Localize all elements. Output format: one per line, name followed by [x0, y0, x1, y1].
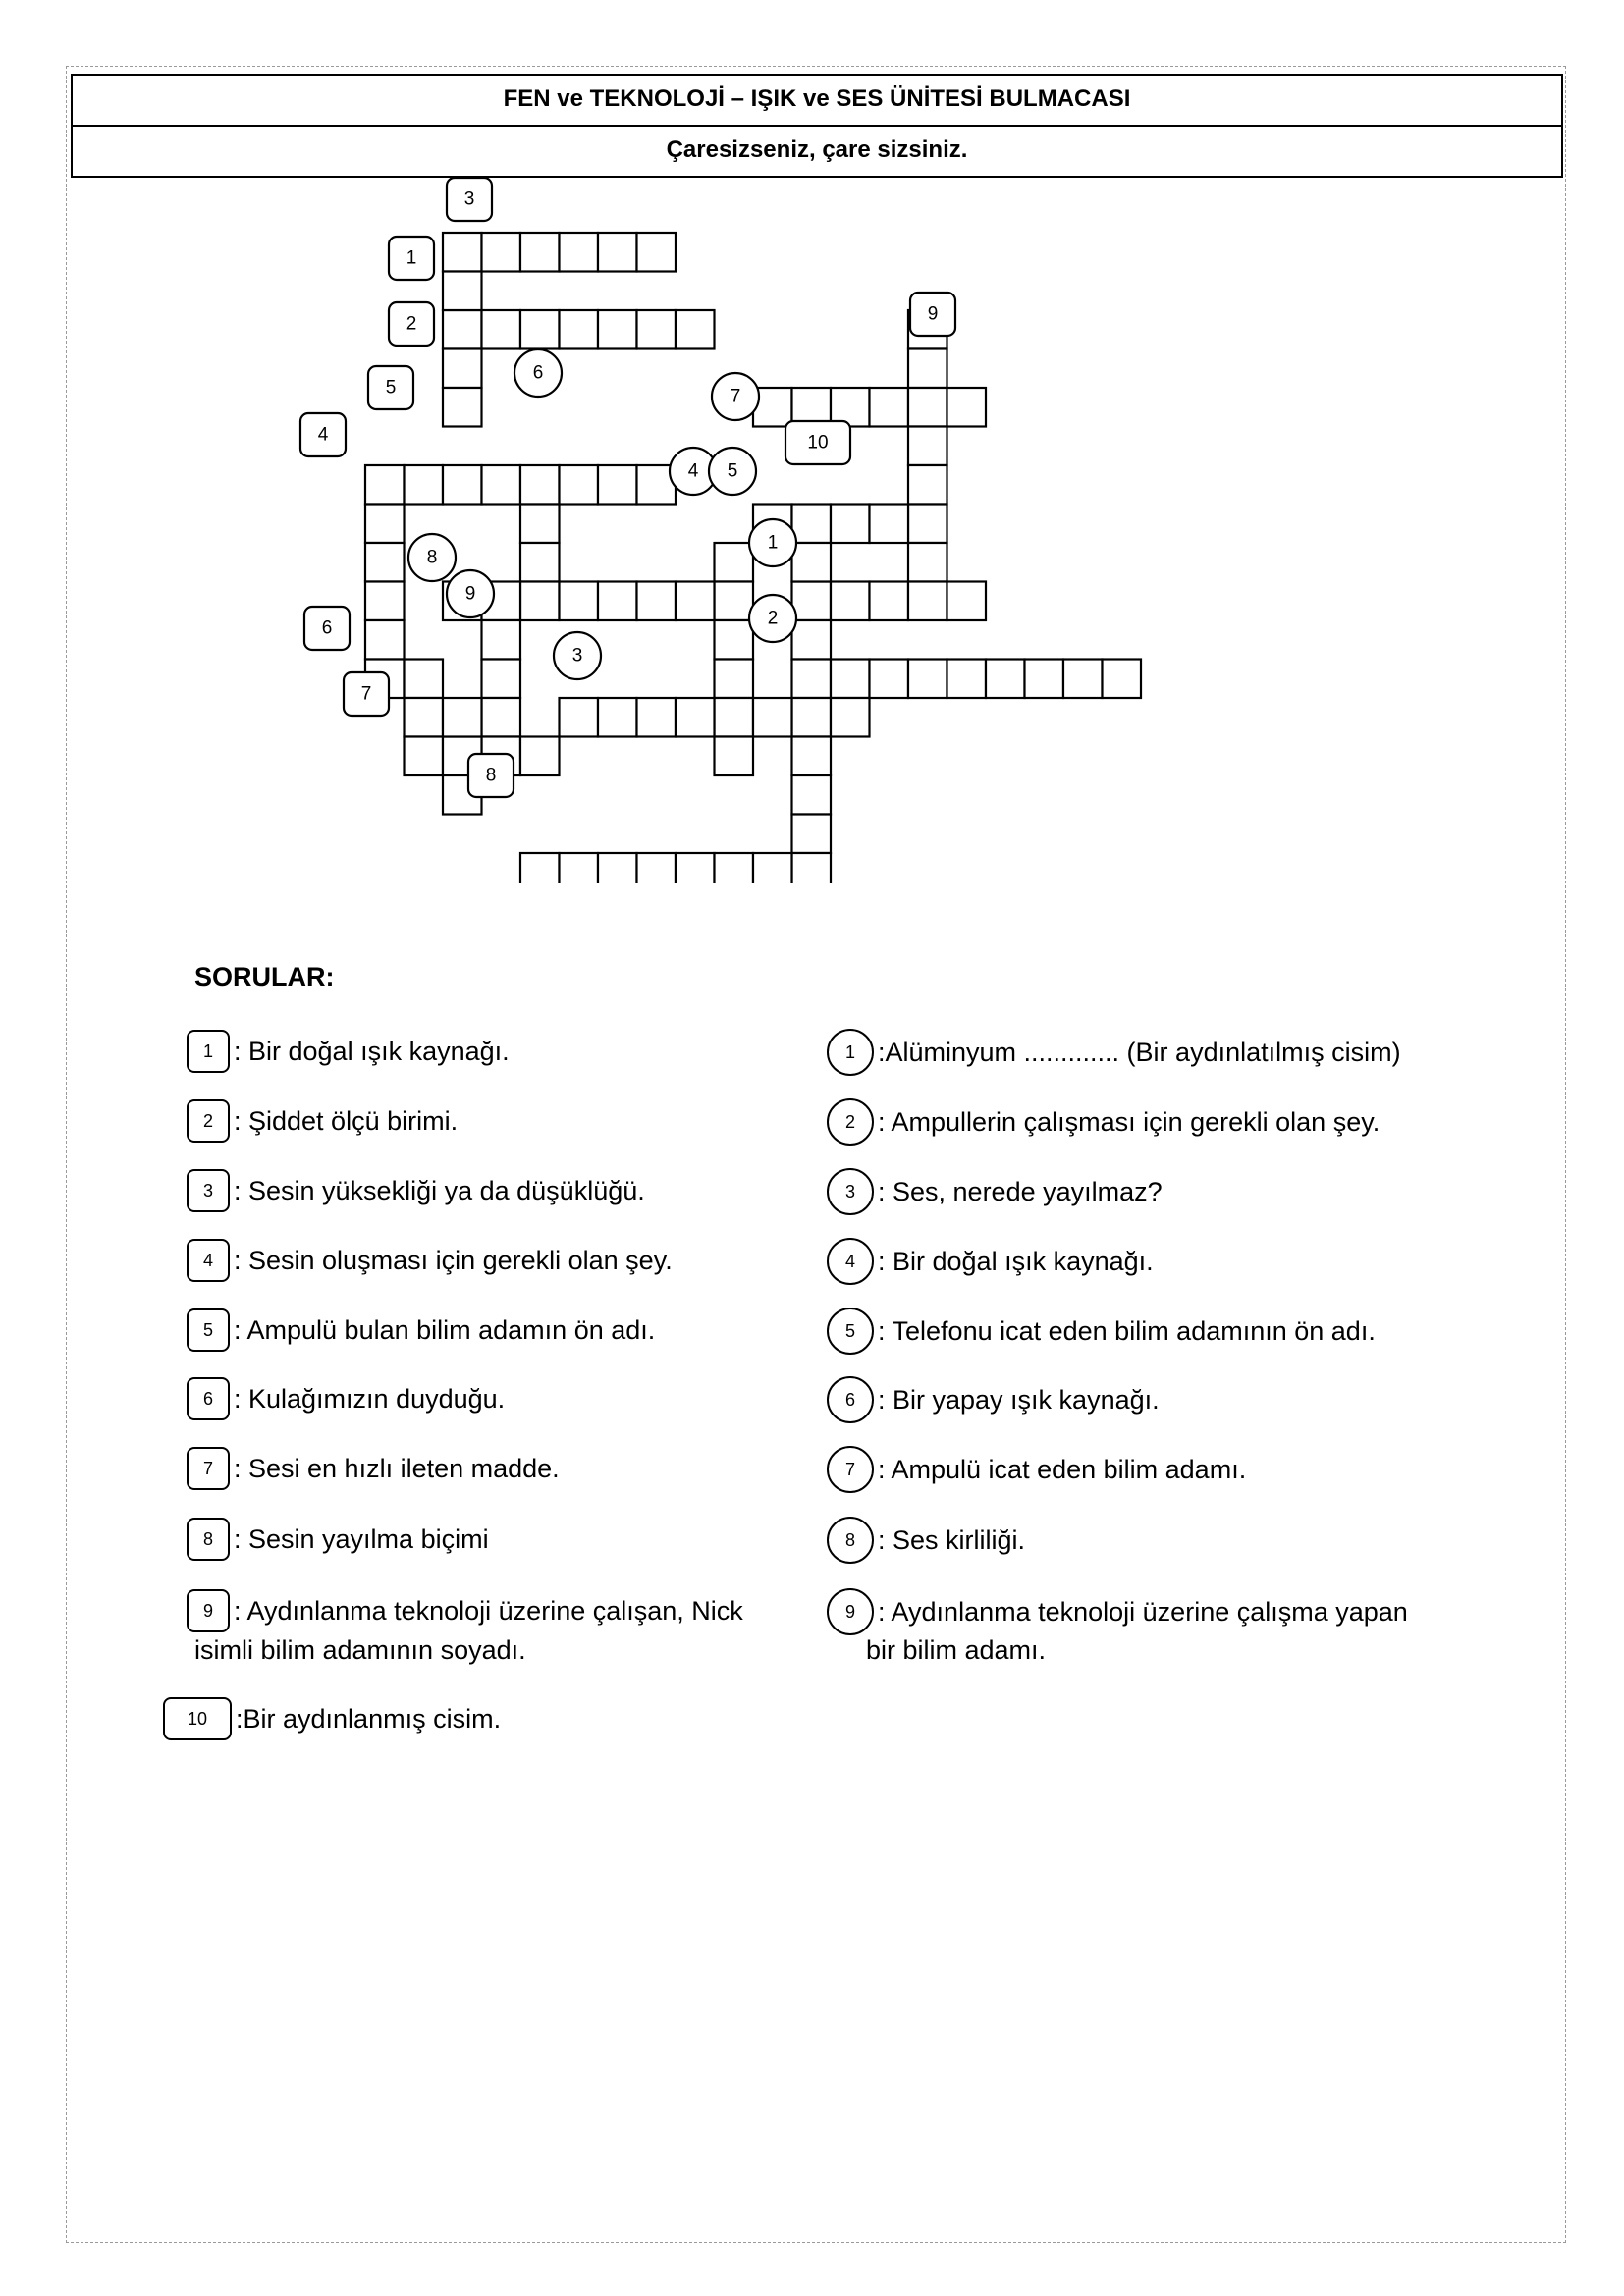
grid-cell	[637, 233, 677, 272]
grid-cell	[560, 853, 599, 883]
grid-cell	[792, 660, 832, 699]
clue-number-badge: 1	[187, 1030, 230, 1073]
clue-text: : Ampullerin çalışması için gerekli olan şey.	[878, 1107, 1380, 1137]
grid-cell	[598, 853, 637, 883]
grid-cell	[947, 388, 987, 427]
clue-number-badge: 8	[187, 1518, 230, 1561]
grid-circle-marker	[712, 373, 759, 420]
clue-number-badge: 6	[827, 1376, 874, 1423]
grid-marker-label: 1	[406, 247, 417, 269]
grid-marker-label: 8	[426, 547, 438, 568]
grid-cell	[831, 505, 870, 544]
grid-cell	[753, 853, 792, 883]
questions-heading: SORULAR:	[194, 962, 335, 991]
left-clue-10	[163, 1696, 501, 1740]
grid-cell	[637, 582, 677, 621]
grid-cell	[986, 660, 1025, 699]
grid-marker-label: 2	[767, 608, 779, 629]
grid-cell	[715, 620, 754, 660]
grid-cell	[792, 543, 832, 582]
clue-text: : Sesin oluşması için gerekli olan şey.	[234, 1245, 673, 1275]
grid-cell	[792, 582, 832, 621]
grid-cell	[676, 582, 715, 621]
grid-cell	[443, 272, 482, 311]
clue-text: : Sesin yüksekliği ya da düşüklüğü.	[234, 1175, 645, 1205]
grid-cell	[792, 815, 832, 854]
grid-cell	[598, 233, 637, 272]
grid-cell	[792, 775, 832, 815]
grid-cell	[908, 660, 947, 699]
grid-cell	[482, 233, 521, 272]
grid-square-marker	[447, 178, 492, 221]
grid-cell	[560, 698, 599, 737]
grid-circle-marker	[749, 595, 796, 642]
grid-marker-label: 7	[730, 386, 741, 407]
left-clue-7	[187, 1446, 560, 1490]
grid-cell	[792, 853, 832, 883]
right-clue-2	[827, 1098, 1380, 1146]
grid-cell	[1103, 660, 1142, 699]
grid-cell	[1025, 660, 1064, 699]
left-clue-1	[187, 1029, 510, 1073]
right-clue-1	[827, 1029, 1401, 1076]
clue-number-badge: 5	[827, 1308, 874, 1355]
grid-cell	[870, 388, 909, 427]
grid-marker-label: 3	[571, 645, 583, 667]
grid-marker-label: 3	[463, 188, 475, 210]
grid-marker-label: 10	[807, 432, 829, 454]
grid-cell	[753, 698, 792, 737]
grid-cell	[831, 660, 870, 699]
grid-cell	[598, 465, 637, 505]
clue-text: : Telefonu icat eden bilim adamının ön adı.	[878, 1316, 1376, 1346]
clue-number-badge: 3	[187, 1169, 230, 1212]
left-clue-3	[187, 1168, 645, 1212]
grid-cell	[637, 698, 677, 737]
right-clue-3	[827, 1168, 1163, 1215]
grid-marker-label: 1	[767, 532, 779, 554]
grid-square-marker	[910, 293, 955, 336]
grid-cell	[443, 388, 482, 427]
grid-square-marker	[304, 607, 350, 650]
right-clue-8	[827, 1517, 1025, 1564]
grid-square-marker	[785, 421, 850, 464]
grid-cell	[598, 582, 637, 621]
grid-cell	[676, 698, 715, 737]
clue-number-badge: 4	[827, 1238, 874, 1285]
clue-text: : Kulağımızın duyduğu.	[234, 1383, 506, 1414]
grid-circle-marker	[514, 349, 562, 397]
grid-circle-marker	[709, 448, 756, 495]
grid-cell	[908, 543, 947, 582]
right-clue-6	[827, 1376, 1160, 1423]
grid-cell	[482, 660, 521, 699]
grid-marker-label: 6	[532, 362, 544, 384]
grid-marker-label: 6	[321, 617, 333, 639]
clue-number-badge: 7	[827, 1446, 874, 1493]
grid-cell	[520, 233, 560, 272]
grid-cell	[405, 737, 444, 776]
grid-cell	[792, 505, 832, 544]
grid-cell	[520, 465, 560, 505]
clue-text: : Bir yapay ışık kaynağı.	[878, 1385, 1160, 1415]
grid-cell	[443, 233, 482, 272]
grid-cell	[482, 620, 521, 660]
clue-text: :Bir aydınlanmış cisim.	[236, 1703, 502, 1734]
grid-cell	[908, 427, 947, 466]
grid-cell	[908, 582, 947, 621]
clue-number-badge: 5	[187, 1308, 230, 1352]
grid-cell	[715, 698, 754, 737]
grid-cell	[831, 698, 870, 737]
grid-cell	[792, 620, 832, 660]
grid-marker-label: 5	[727, 460, 738, 482]
grid-circle-marker	[447, 570, 494, 617]
clue-text: : Ampulü bulan bilim adamın ön adı.	[234, 1314, 656, 1345]
clue-text: : Sesin yayılma biçimi	[234, 1523, 489, 1554]
right-clue-9-continued: bir bilim adamı.	[866, 1635, 1047, 1665]
grid-cell	[792, 737, 832, 776]
grid-marker-label: 4	[317, 424, 329, 446]
grid-cell	[637, 310, 677, 349]
grid-cell	[715, 660, 754, 699]
grid-square-marker	[389, 237, 434, 280]
grid-cell	[482, 698, 521, 737]
left-clue-5	[187, 1308, 655, 1352]
page-subtitle: Çaresizseniz, çare sizsiniz.	[71, 125, 1563, 178]
grid-cell	[792, 698, 832, 737]
grid-cell	[870, 582, 909, 621]
left-clue-9-continued: isimli bilim adamının soyadı.	[194, 1635, 526, 1665]
grid-cell	[443, 310, 482, 349]
clue-number-badge: 8	[827, 1517, 874, 1564]
grid-cell	[870, 505, 909, 544]
grid-cell	[908, 505, 947, 544]
clue-number-badge: 6	[187, 1377, 230, 1420]
clue-text: : Bir doğal ışık kaynağı.	[878, 1247, 1154, 1276]
grid-cell	[365, 465, 405, 505]
grid-cell	[637, 853, 677, 883]
right-clue-4	[827, 1238, 1154, 1285]
grid-circle-marker	[408, 534, 456, 581]
grid-marker-label: 7	[360, 683, 372, 705]
clue-number-badge: 2	[187, 1099, 230, 1143]
grid-cell	[482, 310, 521, 349]
grid-cell	[947, 660, 987, 699]
grid-cell	[405, 698, 444, 737]
grid-marker-label: 8	[485, 765, 497, 786]
grid-cell	[908, 465, 947, 505]
clue-text: : Ampulü icat eden bilim adamı.	[878, 1455, 1247, 1484]
grid-cell	[520, 582, 560, 621]
grid-marker-label: 2	[406, 313, 417, 335]
clue-text: : Aydınlanma teknoloji üzerine çalışan, Nick	[234, 1595, 743, 1626]
grid-circle-marker	[554, 632, 601, 679]
grid-marker-label: 4	[687, 460, 699, 482]
grid-cell	[405, 660, 444, 699]
left-clue-2	[187, 1098, 458, 1143]
grid-cell	[908, 349, 947, 389]
grid-cell	[520, 505, 560, 544]
clue-text: : Sesi en hızlı ileten madde.	[234, 1453, 560, 1483]
clue-text: : Ses, nerede yayılmaz?	[878, 1177, 1163, 1206]
grid-cell	[560, 233, 599, 272]
clue-number-badge: 9	[187, 1589, 230, 1632]
grid-cell	[598, 310, 637, 349]
grid-cell	[365, 620, 405, 660]
right-clue-5	[827, 1308, 1376, 1355]
grid-marker-label: 5	[385, 377, 397, 399]
grid-cell	[443, 349, 482, 389]
grid-marker-label: 9	[464, 583, 476, 605]
left-clue-9	[187, 1588, 743, 1632]
grid-cell	[365, 505, 405, 544]
crossword-grid	[0, 0, 1624, 883]
clue-number-badge: 2	[827, 1098, 874, 1146]
left-clue-8	[187, 1517, 489, 1561]
grid-cell	[715, 543, 754, 582]
grid-square-marker	[344, 672, 389, 716]
grid-cell	[676, 853, 715, 883]
right-clue-7	[827, 1446, 1246, 1493]
grid-cell	[443, 698, 482, 737]
grid-square-marker	[300, 413, 346, 456]
right-clue-9	[827, 1588, 1408, 1635]
clue-text: :Alüminyum ............. (Bir aydınlatılmış cisim)	[878, 1038, 1401, 1067]
grid-cell	[560, 310, 599, 349]
grid-cell	[560, 465, 599, 505]
grid-cell	[715, 582, 754, 621]
grid-cell	[715, 737, 754, 776]
clue-number-badge: 4	[187, 1239, 230, 1282]
grid-cell	[947, 582, 987, 621]
grid-cell	[443, 465, 482, 505]
grid-cell	[520, 543, 560, 582]
grid-cell	[365, 582, 405, 621]
grid-cell	[715, 853, 754, 883]
clue-text: : Aydınlanma teknoloji üzerine çalışma yapan	[878, 1597, 1408, 1627]
grid-cell	[365, 543, 405, 582]
clue-number-badge: 1	[827, 1029, 874, 1076]
grid-cell	[908, 388, 947, 427]
clue-text: : Şiddet ölçü birimi.	[234, 1105, 459, 1136]
grid-cell	[676, 310, 715, 349]
grid-cell	[831, 582, 870, 621]
grid-square-marker	[389, 302, 434, 346]
clue-number-badge: 10	[163, 1697, 232, 1740]
grid-marker-label: 9	[927, 303, 939, 325]
clue-number-badge: 3	[827, 1168, 874, 1215]
grid-cell	[870, 660, 909, 699]
grid-cell	[1063, 660, 1103, 699]
clue-text: : Ses kirliliği.	[878, 1525, 1026, 1555]
page-title: FEN ve TEKNOLOJİ – IŞIK ve SES ÜNİTESİ BULMACASI	[71, 74, 1563, 127]
grid-cell	[405, 465, 444, 505]
grid-square-marker	[368, 366, 413, 409]
clue-number-badge: 9	[827, 1588, 874, 1635]
clue-number-badge: 7	[187, 1447, 230, 1490]
grid-cell	[520, 310, 560, 349]
grid-cell	[598, 698, 637, 737]
grid-cell	[520, 737, 560, 776]
left-clue-4	[187, 1238, 673, 1282]
left-clue-6	[187, 1376, 505, 1420]
grid-square-marker	[468, 754, 514, 797]
grid-cell	[520, 853, 560, 883]
grid-cell	[560, 582, 599, 621]
grid-cell	[482, 465, 521, 505]
clue-text: : Bir doğal ışık kaynağı.	[234, 1036, 510, 1066]
grid-circle-marker	[749, 519, 796, 566]
